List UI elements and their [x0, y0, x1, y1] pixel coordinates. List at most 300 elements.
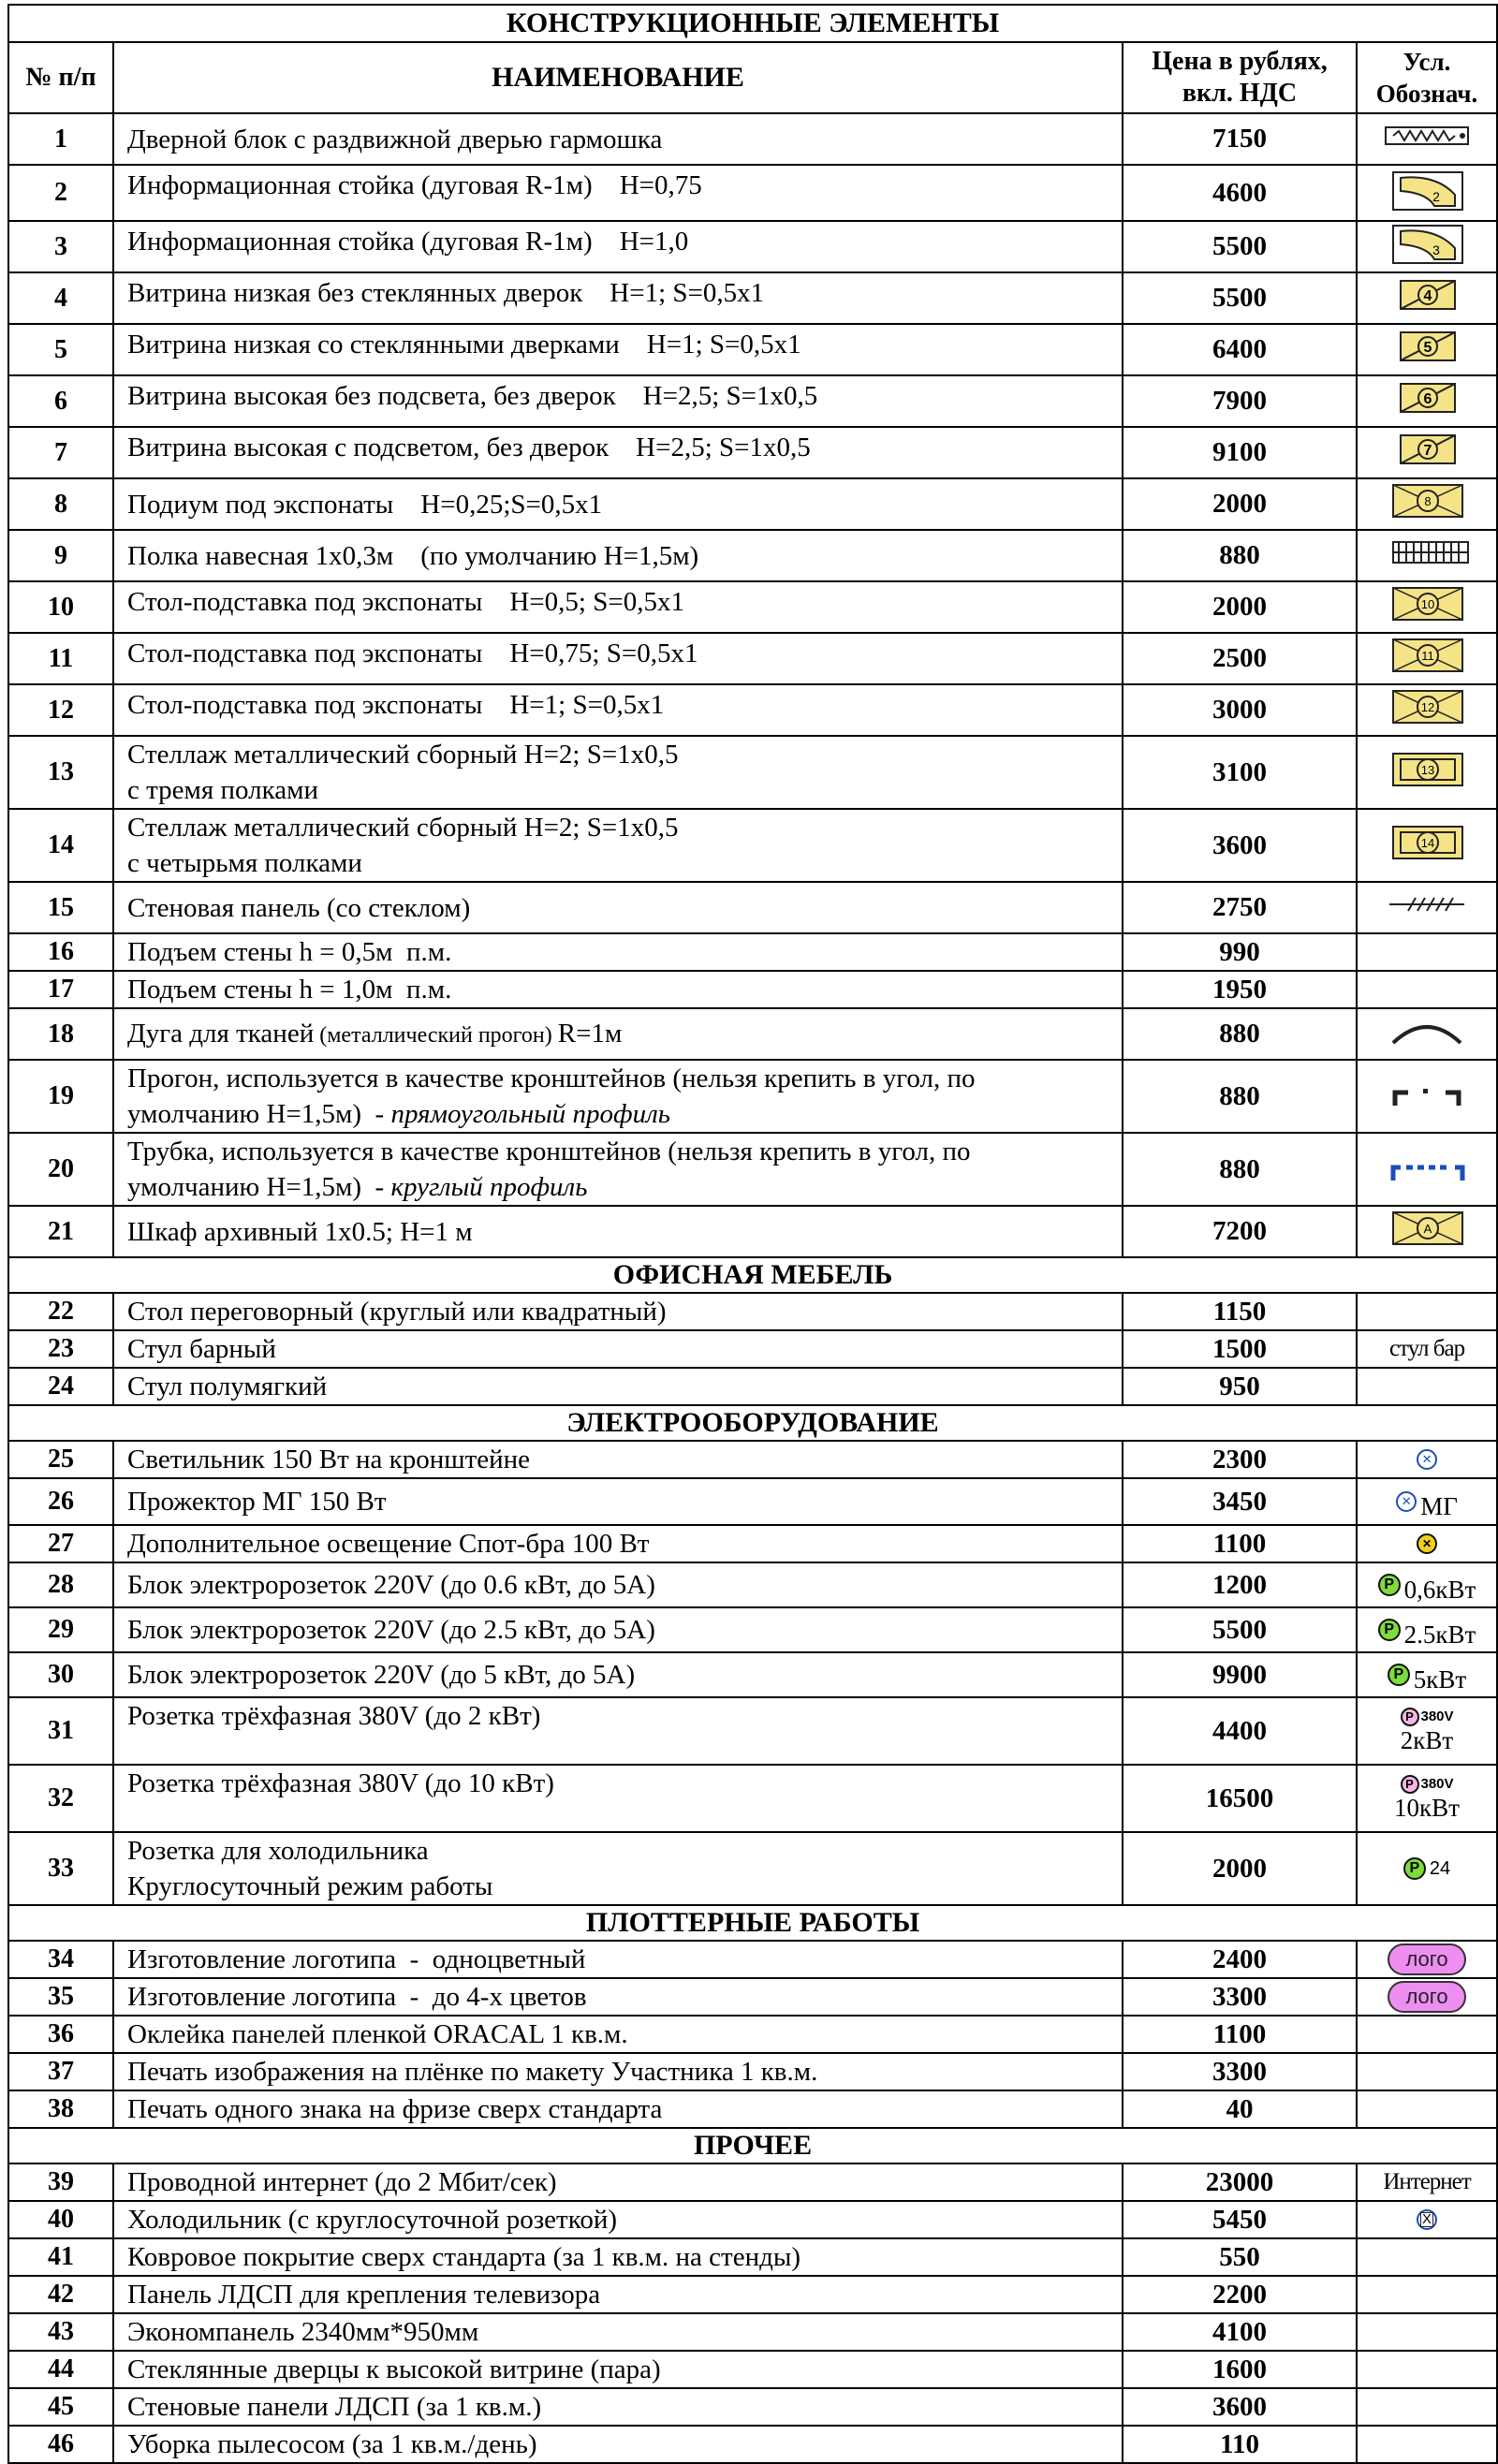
- row-name: [113, 1206, 1123, 1257]
- row-name-line2: [127, 1096, 1122, 1132]
- row-number: 43: [8, 2313, 113, 2351]
- table-row: [8, 809, 1497, 882]
- symbol-25: [1358, 1449, 1496, 1470]
- row-name-text: Прогон, используется в качестве кронштейнов (нельзя крепить в угол, по: [127, 1063, 976, 1093]
- socket-icon: P: [1378, 1574, 1401, 1596]
- row-name: [113, 2201, 1123, 2238]
- row-name: [113, 1133, 1123, 1206]
- row-name: [113, 684, 1123, 736]
- row-name: [113, 633, 1123, 684]
- symbol-cell: [1357, 221, 1497, 272]
- row-price: 5500: [1123, 272, 1357, 324]
- symbol-cell: [1357, 2426, 1497, 2463]
- row-price: 1100: [1123, 2016, 1357, 2053]
- table-row: [8, 2238, 1497, 2276]
- symbol-34: [1358, 1943, 1496, 1975]
- row-number: 35: [8, 1978, 113, 2016]
- table-row: [8, 1060, 1497, 1133]
- row-number: 26: [8, 1478, 113, 1525]
- row-name-text: Холодильник (с круглосуточной розеткой): [127, 2205, 618, 2235]
- svg-text:4: 4: [1423, 288, 1432, 304]
- row-name-text: Стеллаж металлический сборный H=2; S=1х0,5: [127, 813, 679, 843]
- symbol-cell: [1357, 882, 1497, 933]
- socket-icon: P: [1378, 1619, 1401, 1641]
- table-row: [8, 736, 1497, 809]
- symbol-5-icon: [1380, 325, 1474, 368]
- row-price: 3100: [1123, 736, 1357, 809]
- row-name: [113, 221, 1123, 272]
- row-name-text: Дополнительное освещение Спот-бра 100 Вт: [127, 1529, 650, 1559]
- symbol-7-icon: [1380, 428, 1474, 471]
- symbol-cell: [1357, 933, 1497, 971]
- table-row: [8, 375, 1497, 427]
- spot-lamp-icon: ✕: [1417, 1533, 1437, 1554]
- row-name-line: [127, 122, 1122, 157]
- table-row: [8, 165, 1497, 221]
- row-number: 27: [8, 1525, 113, 1562]
- row-name-line: [127, 2054, 1122, 2090]
- svg-text:A: A: [1423, 1222, 1432, 1236]
- row-name-line: [127, 1294, 1122, 1329]
- symbol-cell: [1357, 971, 1497, 1008]
- row-number: 12: [8, 684, 113, 736]
- symbol-voltage: 380V: [1420, 1776, 1454, 1792]
- row-price: 880: [1123, 1008, 1357, 1060]
- header-symbol: Усл. Обознач.: [1357, 42, 1497, 113]
- socket-icon: P: [1403, 1857, 1426, 1880]
- row-number: 13: [8, 736, 113, 809]
- symbol-cell: [1357, 427, 1497, 478]
- fridge-icon: [1417, 2209, 1437, 2230]
- symbol-cell: [1357, 2238, 1497, 2276]
- symbol-cell: [1357, 478, 1497, 530]
- table-row: [8, 633, 1497, 684]
- symbol-cell: [1357, 1368, 1497, 1405]
- row-number: 39: [8, 2163, 113, 2201]
- table-row: [8, 2090, 1497, 2128]
- symbol-text: Интернет: [1383, 2169, 1471, 2194]
- table-row: [8, 1293, 1497, 1330]
- symbol-cell: [1357, 1060, 1497, 1133]
- row-name-line2: [127, 1869, 1122, 1904]
- section-title: ПРОЧЕЕ: [8, 2128, 1497, 2163]
- symbol-12-icon: [1380, 685, 1474, 728]
- row-number: 20: [8, 1133, 113, 1206]
- row-name: [113, 530, 1123, 581]
- symbol-20-icon: [1380, 1145, 1474, 1188]
- row-name-line: [127, 1061, 1122, 1096]
- row-name: [113, 736, 1123, 809]
- row-price: 550: [1123, 2238, 1357, 2276]
- symbol-cell: [1357, 1525, 1497, 1562]
- row-name-text: Блок электророзеток 220V (до 2.5 кВт, до 5А): [127, 1615, 655, 1645]
- symbol-14-icon: [1380, 821, 1474, 864]
- symbol-cell: [1357, 1941, 1497, 1978]
- table-row: [8, 324, 1497, 375]
- svg-text:12: 12: [1420, 700, 1435, 714]
- row-number: 41: [8, 2238, 113, 2276]
- row-number: 44: [8, 2351, 113, 2388]
- logo-icon: лого: [1388, 1981, 1466, 2013]
- symbol-6-icon: [1380, 376, 1474, 419]
- row-name-line: [127, 1942, 1122, 1977]
- symbol-text: МГ: [1420, 1491, 1458, 1520]
- symbol-13-icon: [1380, 748, 1474, 791]
- table-row: [8, 2426, 1497, 2463]
- symbol-32: [1358, 1775, 1496, 1823]
- row-name-text: Дверной блок с раздвижной дверью гармошка: [127, 124, 663, 154]
- svg-text:13: 13: [1420, 762, 1435, 777]
- row-number: 8: [8, 478, 113, 530]
- symbol-33: [1358, 1857, 1496, 1880]
- symbol-29: [1358, 1611, 1496, 1650]
- symbol-cell: [1357, 2016, 1497, 2053]
- row-name-italic: круглый профиль: [390, 1172, 588, 1202]
- symbol-text: 2кВт: [1400, 1725, 1454, 1754]
- row-price: 16500: [1123, 1765, 1357, 1832]
- row-name: [113, 2313, 1123, 2351]
- row-name: [113, 165, 1123, 221]
- symbol-cell: [1357, 2053, 1497, 2090]
- row-name-text: Оклейка панелей пленкой ORACAL 1 кв.м.: [127, 2019, 628, 2049]
- row-name-text: Изготовление логотипа - одноцветный: [127, 1944, 586, 1974]
- row-name-line: [127, 1134, 1122, 1169]
- row-name: [113, 1607, 1123, 1652]
- row-number: 15: [8, 882, 113, 933]
- row-price: 7900: [1123, 375, 1357, 427]
- row-name-line: [127, 1369, 1122, 1404]
- symbol-31: [1358, 1708, 1496, 1755]
- table-row: [8, 1941, 1497, 1978]
- row-name-line: [127, 972, 1122, 1007]
- row-name: [113, 1832, 1123, 1905]
- row-name: [113, 427, 1123, 478]
- table-row: [8, 113, 1497, 165]
- socket-icon: P: [1401, 1775, 1419, 1794]
- row-name-line: [127, 2239, 1122, 2275]
- row-number: 21: [8, 1206, 113, 1257]
- row-number: 16: [8, 933, 113, 971]
- row-price: 3300: [1123, 1978, 1357, 2016]
- row-name-line: [127, 1698, 1122, 1734]
- row-name-text: Прожектор МГ 150 Вт: [127, 1487, 387, 1517]
- symbol-cell: [1357, 1206, 1497, 1257]
- row-price: 2000: [1123, 1832, 1357, 1905]
- row-number: 18: [8, 1008, 113, 1060]
- price-list: [7, 4, 1496, 2464]
- row-name-line: [127, 378, 1122, 414]
- symbol-cell: [1357, 113, 1497, 165]
- table-row: [8, 2388, 1497, 2426]
- row-price: 1950: [1123, 971, 1357, 1008]
- row-name: [113, 2388, 1123, 2426]
- row-name-line: [127, 2389, 1122, 2425]
- row-name-text: Печать одного знака на фризе сверх стандарта: [127, 2094, 663, 2124]
- row-name: [113, 1368, 1123, 1405]
- symbol-cell: [1357, 2351, 1497, 2388]
- table-row: [8, 478, 1497, 530]
- row-name-line: [127, 2202, 1122, 2237]
- row-price: 1600: [1123, 2351, 1357, 2388]
- symbol-cell: [1357, 1330, 1497, 1368]
- row-number: 34: [8, 1941, 113, 1978]
- table-row: [8, 1525, 1497, 1562]
- row-name-text: Изготовление логотипа - до 4-х цветов: [127, 1982, 587, 2012]
- row-name-line2: [127, 1169, 1122, 1205]
- row-name-text: Витрина высокая без подсвета, без дверок H=2,5; S=1х0,5: [127, 381, 818, 411]
- row-name-line: [127, 2352, 1122, 2387]
- svg-text:8: 8: [1424, 494, 1432, 508]
- symbol-28: [1358, 1566, 1496, 1605]
- row-number: 7: [8, 427, 113, 478]
- row-price: 950: [1123, 1368, 1357, 1405]
- row-name-line: [127, 2164, 1122, 2200]
- row-name: [113, 1978, 1123, 2016]
- row-name-line: [127, 584, 1122, 620]
- symbol-text: 10кВт: [1394, 1793, 1460, 1822]
- symbol-cell: [1357, 1133, 1497, 1206]
- row-number: 42: [8, 2276, 113, 2313]
- symbol-cell: [1357, 2313, 1497, 2351]
- row-number: 4: [8, 272, 113, 324]
- row-name-text: Стеклянные дверцы к высокой витрине (пара): [127, 2354, 661, 2384]
- row-name: [113, 1697, 1123, 1765]
- row-name-line: [127, 1979, 1122, 2015]
- row-name: [113, 882, 1123, 933]
- row-price: 2200: [1123, 2276, 1357, 2313]
- row-price: 880: [1123, 1060, 1357, 1133]
- socket-380-icon: [1401, 1775, 1454, 1794]
- header-num: № п/п: [8, 42, 113, 113]
- svg-text:3: 3: [1432, 242, 1440, 257]
- symbol-19-icon: [1380, 1072, 1474, 1115]
- row-name-text: Подъем стены h = 0,5м п.м.: [127, 937, 452, 967]
- row-number: 1: [8, 113, 113, 165]
- row-name: [113, 1441, 1123, 1478]
- row-name: [113, 809, 1123, 882]
- symbol-21-icon: [1380, 1207, 1474, 1250]
- svg-text:14: 14: [1420, 835, 1435, 850]
- row-number: 25: [8, 1441, 113, 1478]
- symbol-text: стул бар: [1388, 1336, 1465, 1361]
- row-name-line: [127, 687, 1122, 723]
- row-name-text: Подиум под экспонаты H=0,25;S=0,5х1: [127, 489, 603, 520]
- symbol-4-icon: [1380, 273, 1474, 316]
- symbol-cell: [1357, 633, 1497, 684]
- symbol-voltage: 380V: [1420, 1709, 1454, 1724]
- row-price: 5500: [1123, 1607, 1357, 1652]
- symbol-27: [1358, 1533, 1496, 1554]
- table-row: [8, 530, 1497, 581]
- row-name: [113, 478, 1123, 530]
- symbol-39: [1358, 2169, 1496, 2195]
- row-number: 11: [8, 633, 113, 684]
- row-number: 9: [8, 530, 113, 581]
- table-row: [8, 1978, 1497, 2016]
- row-number: 24: [8, 1368, 113, 1405]
- row-price: 990: [1123, 933, 1357, 971]
- row-name-text: Блок электророзеток 220V (до 0.6 кВт, до 5А): [127, 1570, 655, 1600]
- table-row: [8, 1697, 1497, 1765]
- row-name-text: Стеновая панель (со стеклом): [127, 892, 471, 923]
- row-price: 40: [1123, 2090, 1357, 2128]
- row-name-text: Блок электророзеток 220V (до 5 кВт, до 5А): [127, 1660, 636, 1690]
- table-row: [8, 1607, 1497, 1652]
- row-name-line: [127, 810, 1122, 845]
- table-row: [8, 684, 1497, 736]
- row-name-line: [127, 1442, 1122, 1477]
- row-name-line: [127, 934, 1122, 970]
- symbol-cell: [1357, 324, 1497, 375]
- row-name-text: Витрина высокая с подсветом, без дверок H=2,5; S=1х0,5: [127, 433, 811, 462]
- row-number: 38: [8, 2090, 113, 2128]
- row-name: [113, 2276, 1123, 2313]
- row-price: 3600: [1123, 2388, 1357, 2426]
- row-price: 3000: [1123, 684, 1357, 736]
- symbol-1-icon: [1380, 114, 1474, 157]
- row-number: 19: [8, 1060, 113, 1133]
- row-name-line: [127, 1016, 1122, 1053]
- row-price: 1100: [1123, 1525, 1357, 1562]
- symbol-cell: [1357, 1978, 1497, 2016]
- row-name-line: [127, 1567, 1122, 1603]
- table-row: [8, 1206, 1497, 1257]
- row-name-text2: с тремя полками: [127, 775, 318, 805]
- socket-380-icon: [1401, 1708, 1454, 1726]
- row-name: [113, 1652, 1123, 1697]
- row-name-text: Шкаф архивный 1х0.5; H=1 м: [127, 1216, 473, 1247]
- symbol-2-icon: [1380, 169, 1474, 212]
- row-name: [113, 2238, 1123, 2276]
- row-name-text2: умолчанию H=1,5м) -: [127, 1099, 391, 1129]
- row-name: [113, 324, 1123, 375]
- table-row: [8, 1652, 1497, 1697]
- row-price: 9900: [1123, 1652, 1357, 1697]
- row-name-line: [127, 487, 1122, 522]
- table-title: КОНСТРУКЦИОННЫЕ ЭЛЕМЕНТЫ: [8, 5, 1497, 42]
- row-price: 2000: [1123, 581, 1357, 633]
- row-name-text: Панель ЛДСП для крепления телевизора: [127, 2280, 601, 2310]
- symbol-cell: [1357, 375, 1497, 427]
- row-name-line: [127, 2091, 1122, 2127]
- symbol-35: [1358, 1981, 1496, 2013]
- symbol-9-icon: [1380, 531, 1474, 574]
- symbol-cell: [1357, 2276, 1497, 2313]
- row-price: 2500: [1123, 633, 1357, 684]
- table-row: [8, 1368, 1497, 1405]
- symbol-cell: [1357, 2388, 1497, 2426]
- row-name-text: Розетка трёхфазная 380V (до 10 кВт): [127, 1768, 554, 1798]
- row-price: 880: [1123, 530, 1357, 581]
- row-name-line2: [127, 845, 1122, 881]
- row-name: [113, 971, 1123, 1008]
- row-name-line: [127, 1766, 1122, 1801]
- row-number: 6: [8, 375, 113, 427]
- row-price: 2000: [1123, 478, 1357, 530]
- table-row: [8, 2053, 1497, 2090]
- row-price: 880: [1123, 1133, 1357, 1206]
- row-price: 4100: [1123, 2313, 1357, 2351]
- row-price: 110: [1123, 2426, 1357, 2463]
- row-name: [113, 1525, 1123, 1562]
- section-title: ОФИСНАЯ МЕБЕЛЬ: [8, 1257, 1497, 1293]
- table-row: [8, 1330, 1497, 1368]
- row-number: 45: [8, 2388, 113, 2426]
- row-price: 7200: [1123, 1206, 1357, 1257]
- table-row: [8, 933, 1497, 971]
- row-name-line: [127, 2017, 1122, 2052]
- row-name-text: Экономпанель 2340мм*950мм: [127, 2317, 479, 2347]
- header-price: Цена в рублях, вкл. НДС: [1123, 42, 1357, 113]
- row-name-text: Подъем стены h = 1,0м п.м.: [127, 975, 452, 1005]
- symbol-cell: [1357, 1478, 1497, 1525]
- table-row: [8, 1832, 1497, 1905]
- row-name-small: (металлический прогон): [319, 1022, 552, 1048]
- row-price: 3600: [1123, 809, 1357, 882]
- svg-text:6: 6: [1423, 391, 1432, 407]
- row-name-text: Ковровое покрытие сверх стандарта (за 1 кв.м. на стенды): [127, 2242, 801, 2272]
- section-header: [8, 2128, 1497, 2163]
- symbol-cell: [1357, 1765, 1497, 1832]
- row-price: 5450: [1123, 2201, 1357, 2238]
- row-name-text2: с четырьмя полками: [127, 848, 362, 878]
- logo-icon: лого: [1388, 1943, 1466, 1975]
- row-name-text: Витрина низкая со стеклянными дверками H=1; S=0,5х1: [127, 330, 801, 359]
- row-price: 5500: [1123, 221, 1357, 272]
- row-name-line: [127, 1612, 1122, 1648]
- row-name-text: Печать изображения на плёнке по макету Участника 1 кв.м.: [127, 2057, 818, 2087]
- row-name: [113, 2016, 1123, 2053]
- table-row: [8, 1478, 1497, 1525]
- socket-icon: P: [1401, 1708, 1419, 1726]
- row-number: 30: [8, 1652, 113, 1697]
- section-header: [8, 1905, 1497, 1941]
- row-number: 31: [8, 1697, 113, 1765]
- symbol-cell: [1357, 165, 1497, 221]
- row-number: 10: [8, 581, 113, 633]
- row-number: 14: [8, 809, 113, 882]
- row-name-italic: прямоугольный профиль: [390, 1099, 670, 1129]
- row-number: 37: [8, 2053, 113, 2090]
- row-number: 40: [8, 2201, 113, 2238]
- row-name-line2: [127, 772, 1122, 808]
- row-name-text: Информационная стойка (дуговая R-1м) H=1,0: [127, 227, 689, 257]
- row-price: 1200: [1123, 1562, 1357, 1607]
- row-name: [113, 2426, 1123, 2463]
- symbol-3-icon: [1380, 222, 1474, 265]
- row-name: [113, 375, 1123, 427]
- row-number: 33: [8, 1832, 113, 1905]
- row-price: 2400: [1123, 1941, 1357, 1978]
- row-name-line: [127, 538, 1122, 574]
- svg-text:5: 5: [1423, 340, 1432, 356]
- svg-text:11: 11: [1421, 649, 1434, 663]
- symbol-cell: [1357, 581, 1497, 633]
- section-header: [8, 1257, 1497, 1293]
- row-number: 22: [8, 1293, 113, 1330]
- row-name-line: [127, 1484, 1122, 1519]
- table-row: [8, 221, 1497, 272]
- row-number: 23: [8, 1330, 113, 1368]
- row-name: [113, 1562, 1123, 1607]
- row-name-line: [127, 737, 1122, 772]
- row-name: [113, 1765, 1123, 1832]
- symbol-cell: [1357, 1008, 1497, 1060]
- symbol-cell: [1357, 272, 1497, 324]
- row-name-line: [127, 1657, 1122, 1693]
- svg-text:7: 7: [1423, 443, 1432, 459]
- row-number: 29: [8, 1607, 113, 1652]
